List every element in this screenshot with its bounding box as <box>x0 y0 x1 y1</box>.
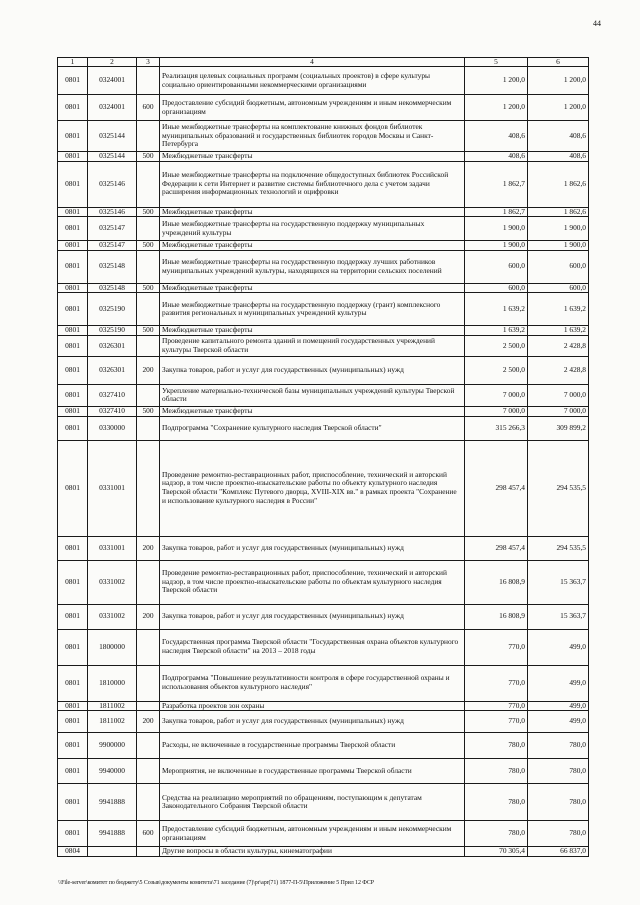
amount-approved-cell: 1 862,7 <box>465 207 528 217</box>
amount-executed-cell: 1 200,0 <box>528 67 589 95</box>
article-code-cell: 0331002 <box>88 560 137 604</box>
article-code-cell: 0325144 <box>88 152 137 162</box>
section-code-cell: 0801 <box>58 95 88 121</box>
amount-executed-cell: 780,0 <box>528 821 589 847</box>
section-code-cell: 0801 <box>58 121 88 152</box>
description-cell: Подпрограмма "Сохранение культурного наследия Тверской области" <box>160 416 465 440</box>
expense-type-cell <box>137 67 160 95</box>
table-row <box>58 161 589 207</box>
description-cell: Мероприятия, не включенные в государственные программы Тверской области <box>160 759 465 784</box>
section-code-cell: 0801 <box>58 283 88 293</box>
amount-executed-cell: 15 363,7 <box>528 604 589 629</box>
amount-executed-cell: 499,0 <box>528 665 589 701</box>
section-code-cell: 0801 <box>58 335 88 356</box>
expense-type-cell: 200 <box>137 356 160 384</box>
description-cell: Проведение капитального ремонта зданий и помещений государственных учреждений культуры Тверской области <box>160 335 465 356</box>
description-cell: Укрепление материально-технической базы муниципальных учреждений культуры Тверской области <box>160 384 465 406</box>
expense-type-cell: 500 <box>137 241 160 251</box>
expense-type-cell: 200 <box>137 711 160 733</box>
description-cell: Предоставление субсидий бюджетным, автономным учреждениям и иным некоммерческим организациям <box>160 95 465 121</box>
description-cell: Расходы, не включенные в государственные программы Тверской области <box>160 733 465 759</box>
description-cell: Закупка товаров, работ и услуг для государственных (муниципальных) нужд <box>160 536 465 560</box>
article-code-cell: 0327410 <box>88 406 137 416</box>
table-row <box>58 95 589 121</box>
article-code-cell: 9941888 <box>88 784 137 821</box>
section-code-cell: 0801 <box>58 536 88 560</box>
expense-type-cell <box>137 701 160 711</box>
amount-approved-cell: 7 000,0 <box>465 384 528 406</box>
amount-approved-cell: 770,0 <box>465 701 528 711</box>
description-cell: Межбюджетные трансферты <box>160 326 465 336</box>
article-code-cell: 0327410 <box>88 384 137 406</box>
article-code-cell: 0325144 <box>88 121 137 152</box>
expense-type-cell <box>137 161 160 207</box>
amount-approved-cell: 315 266,3 <box>465 416 528 440</box>
table-row <box>58 416 589 440</box>
description-cell: Закупка товаров, работ и услуг для государственных (муниципальных) нужд <box>160 356 465 384</box>
description-cell: Межбюджетные трансферты <box>160 241 465 251</box>
section-code-cell: 0801 <box>58 152 88 162</box>
amount-executed-cell: 499,0 <box>528 711 589 733</box>
amount-executed-cell: 7 000,0 <box>528 406 589 416</box>
amount-executed-cell: 780,0 <box>528 784 589 821</box>
expense-type-cell <box>137 847 160 857</box>
column-header: 6 <box>528 58 589 67</box>
amount-executed-cell: 600,0 <box>528 250 589 283</box>
description-cell: Межбюджетные трансферты <box>160 406 465 416</box>
table-row <box>58 733 589 759</box>
table-row <box>58 711 589 733</box>
table-row <box>58 560 589 604</box>
budget-table-body <box>58 67 589 857</box>
table-row <box>58 293 589 326</box>
section-code-cell: 0801 <box>58 217 88 241</box>
amount-executed-cell: 780,0 <box>528 759 589 784</box>
description-cell: Средства на реализацию мероприятий по обращениям, поступающим к депутатам Законодательного Собрания Тверской области <box>160 784 465 821</box>
expense-type-cell <box>137 665 160 701</box>
amount-approved-cell: 1 900,0 <box>465 217 528 241</box>
description-cell: Иные межбюджетные трансферты на государственную поддержку лучших работников муниципальных учреждений культуры, находящихся на территории сельских поселений <box>160 250 465 283</box>
article-code-cell: 0324001 <box>88 95 137 121</box>
table-row <box>58 241 589 251</box>
article-code-cell: 0326301 <box>88 356 137 384</box>
amount-approved-cell: 2 500,0 <box>465 335 528 356</box>
table-row <box>58 821 589 847</box>
article-code-cell: 0325148 <box>88 283 137 293</box>
amount-approved-cell: 780,0 <box>465 821 528 847</box>
column-header: 2 <box>88 58 137 67</box>
column-header: 3 <box>137 58 160 67</box>
column-header: 1 <box>58 58 88 67</box>
table-row <box>58 665 589 701</box>
amount-approved-cell: 408,6 <box>465 121 528 152</box>
amount-executed-cell: 1 900,0 <box>528 217 589 241</box>
article-code-cell: 9940000 <box>88 759 137 784</box>
article-code-cell: 0331002 <box>88 604 137 629</box>
amount-executed-cell: 7 000,0 <box>528 384 589 406</box>
description-cell: Проведение ремонтно-реставрационных работ, приспособление, технический и авторский надзор, в том числе проектно-изыскательские работы по объектам культурного наследия Тверской области <box>160 560 465 604</box>
expense-type-cell <box>137 416 160 440</box>
article-code-cell: 0324001 <box>88 67 137 95</box>
expense-type-cell: 500 <box>137 283 160 293</box>
section-code-cell: 0801 <box>58 161 88 207</box>
budget-table <box>57 57 589 857</box>
column-header: 5 <box>465 58 528 67</box>
amount-approved-cell: 600,0 <box>465 250 528 283</box>
description-cell: Другие вопросы в области культуры, кинематографии <box>160 847 465 857</box>
article-code-cell: 0325190 <box>88 293 137 326</box>
description-cell: Разработка проектов зон охраны <box>160 701 465 711</box>
table-row <box>58 207 589 217</box>
article-code-cell: 0325148 <box>88 250 137 283</box>
description-cell: Закупка товаров, работ и услуг для государственных (муниципальных) нужд <box>160 711 465 733</box>
amount-executed-cell: 294 535,5 <box>528 440 589 536</box>
amount-executed-cell: 408,6 <box>528 121 589 152</box>
amount-approved-cell: 7 000,0 <box>465 406 528 416</box>
article-code-cell: 0325146 <box>88 161 137 207</box>
table-row <box>58 784 589 821</box>
article-code-cell: 0325147 <box>88 241 137 251</box>
amount-executed-cell: 408,6 <box>528 152 589 162</box>
amount-executed-cell: 309 899,2 <box>528 416 589 440</box>
expense-type-cell: 500 <box>137 152 160 162</box>
amount-executed-cell: 499,0 <box>528 701 589 711</box>
article-code-cell: 0325146 <box>88 207 137 217</box>
table-row <box>58 440 589 536</box>
amount-executed-cell: 294 535,5 <box>528 536 589 560</box>
table-row <box>58 536 589 560</box>
section-code-cell: 0801 <box>58 711 88 733</box>
article-code-cell: 0331001 <box>88 536 137 560</box>
table-row <box>58 250 589 283</box>
amount-executed-cell: 1 862,6 <box>528 207 589 217</box>
description-cell: Проведение ремонтно-реставрационных работ, приспособление, технический и авторский надзор, в том числе проектно-изыскательские работы по объекту культурного наследия Тверской области "Комплекс Путевого дворца, XVIII-XIX вв." в рамках проекта "Сохранение и использование культурного наследия в России" <box>160 440 465 536</box>
amount-approved-cell: 780,0 <box>465 759 528 784</box>
table-row <box>58 326 589 336</box>
expense-type-cell <box>137 440 160 536</box>
table-row <box>58 847 589 857</box>
expense-type-cell <box>137 759 160 784</box>
description-cell: Межбюджетные трансферты <box>160 283 465 293</box>
section-code-cell: 0801 <box>58 701 88 711</box>
expense-type-cell <box>137 121 160 152</box>
table-row <box>58 67 589 95</box>
section-code-cell: 0801 <box>58 440 88 536</box>
amount-approved-cell: 408,6 <box>465 152 528 162</box>
table-row <box>58 152 589 162</box>
description-cell: Межбюджетные трансферты <box>160 152 465 162</box>
page-number: 44 <box>593 19 601 28</box>
section-code-cell: 0801 <box>58 384 88 406</box>
amount-approved-cell: 70 305,4 <box>465 847 528 857</box>
amount-executed-cell: 15 363,7 <box>528 560 589 604</box>
expense-type-cell: 500 <box>137 406 160 416</box>
amount-approved-cell: 1 639,2 <box>465 326 528 336</box>
section-code-cell: 0801 <box>58 665 88 701</box>
description-cell: Подпрограмма "Повышение результативности контроля в сфере государственной охраны и использования объектов культурного наследия" <box>160 665 465 701</box>
section-code-cell: 0801 <box>58 629 88 665</box>
amount-approved-cell: 780,0 <box>465 733 528 759</box>
article-code-cell: 9900000 <box>88 733 137 759</box>
article-code-cell: 0325190 <box>88 326 137 336</box>
amount-executed-cell: 499,0 <box>528 629 589 665</box>
article-code-cell: 1810000 <box>88 665 137 701</box>
section-code-cell: 0801 <box>58 250 88 283</box>
table-row <box>58 406 589 416</box>
amount-approved-cell: 770,0 <box>465 665 528 701</box>
expense-type-cell <box>137 784 160 821</box>
description-cell: Иные межбюджетные трансферты на государственную поддержку (грант) комплексного развития региональных и муниципальных учреждений культуры <box>160 293 465 326</box>
description-cell: Иные межбюджетные трансферты на комплектование книжных фондов библиотек муниципальных образований и государственных библиотек городов Москвы и Санкт-Петербурга <box>160 121 465 152</box>
amount-executed-cell: 1 900,0 <box>528 241 589 251</box>
expense-type-cell: 600 <box>137 95 160 121</box>
amount-executed-cell: 780,0 <box>528 733 589 759</box>
article-code-cell <box>88 847 137 857</box>
section-code-cell: 0801 <box>58 733 88 759</box>
section-code-cell: 0804 <box>58 847 88 857</box>
expense-type-cell <box>137 293 160 326</box>
section-code-cell: 0801 <box>58 560 88 604</box>
table-row <box>58 356 589 384</box>
amount-executed-cell: 600,0 <box>528 283 589 293</box>
table-row <box>58 384 589 406</box>
section-code-cell: 0801 <box>58 293 88 326</box>
table-row <box>58 604 589 629</box>
amount-executed-cell: 2 428,8 <box>528 356 589 384</box>
expense-type-cell <box>137 217 160 241</box>
column-number-row <box>58 58 589 67</box>
expense-type-cell: 500 <box>137 326 160 336</box>
amount-approved-cell: 780,0 <box>465 784 528 821</box>
section-code-cell: 0801 <box>58 821 88 847</box>
section-code-cell: 0801 <box>58 406 88 416</box>
amount-executed-cell: 66 837,0 <box>528 847 589 857</box>
expense-type-cell: 200 <box>137 536 160 560</box>
amount-approved-cell: 298 457,4 <box>465 536 528 560</box>
article-code-cell: 0331001 <box>88 440 137 536</box>
article-code-cell: 0325147 <box>88 217 137 241</box>
description-cell: Предоставление субсидий бюджетным, автономным учреждениям и иным некоммерческим организациям <box>160 821 465 847</box>
amount-executed-cell: 1 200,0 <box>528 95 589 121</box>
amount-approved-cell: 2 500,0 <box>465 356 528 384</box>
section-code-cell: 0801 <box>58 207 88 217</box>
section-code-cell: 0801 <box>58 67 88 95</box>
amount-approved-cell: 1 862,7 <box>465 161 528 207</box>
column-header: 4 <box>160 58 465 67</box>
amount-approved-cell: 1 900,0 <box>465 241 528 251</box>
amount-executed-cell: 1 639,2 <box>528 293 589 326</box>
expense-type-cell <box>137 733 160 759</box>
description-cell: Иные межбюджетные трансферты на подключение общедоступных библиотек Российской Федерации к сети Интернет и развитие системы библиотечного дела с учетом задачи расширения информационных технологий и оцифровки <box>160 161 465 207</box>
description-cell: Закупка товаров, работ и услуг для государственных (муниципальных) нужд <box>160 604 465 629</box>
amount-approved-cell: 298 457,4 <box>465 440 528 536</box>
section-code-cell: 0801 <box>58 604 88 629</box>
table-row <box>58 629 589 665</box>
article-code-cell: 1811002 <box>88 711 137 733</box>
amount-approved-cell: 1 200,0 <box>465 95 528 121</box>
amount-approved-cell: 16 808,9 <box>465 560 528 604</box>
article-code-cell: 9941888 <box>88 821 137 847</box>
amount-approved-cell: 600,0 <box>465 283 528 293</box>
section-code-cell: 0801 <box>58 784 88 821</box>
amount-approved-cell: 1 639,2 <box>465 293 528 326</box>
expense-type-cell <box>137 560 160 604</box>
amount-executed-cell: 1 639,2 <box>528 326 589 336</box>
amount-approved-cell: 770,0 <box>465 711 528 733</box>
description-cell: Иные межбюджетные трансферты на государственную поддержку муниципальных учреждений культуры <box>160 217 465 241</box>
table-row <box>58 121 589 152</box>
article-code-cell: 0330000 <box>88 416 137 440</box>
footer-file-path: \\File-server\комитет по бюджету\5 Созыв\документы комитета\71 заседание (7)\pr\apr(71) 1877-П-5\Приложение 5 Прил 12 ФСР <box>58 880 375 886</box>
description-cell: Межбюджетные трансферты <box>160 207 465 217</box>
description-cell: Реализация целевых социальных программ (социальных проектов) в сфере культуры социально ориентированными некоммерческими организациями <box>160 67 465 95</box>
section-code-cell: 0801 <box>58 759 88 784</box>
amount-approved-cell: 16 808,9 <box>465 604 528 629</box>
section-code-cell: 0801 <box>58 416 88 440</box>
amount-approved-cell: 1 200,0 <box>465 67 528 95</box>
amount-executed-cell: 1 862,6 <box>528 161 589 207</box>
table-row <box>58 283 589 293</box>
expense-type-cell <box>137 250 160 283</box>
table-row <box>58 335 589 356</box>
article-code-cell: 1811002 <box>88 701 137 711</box>
expense-type-cell: 600 <box>137 821 160 847</box>
description-cell: Государственная программа Тверской области "Государственная охрана объектов культурного наследия Тверской области" на 2013 – 2018 годы <box>160 629 465 665</box>
table-row <box>58 759 589 784</box>
expense-type-cell <box>137 629 160 665</box>
article-code-cell: 0326301 <box>88 335 137 356</box>
section-code-cell: 0801 <box>58 326 88 336</box>
expense-type-cell: 200 <box>137 604 160 629</box>
expense-type-cell: 500 <box>137 207 160 217</box>
amount-executed-cell: 2 428,8 <box>528 335 589 356</box>
amount-approved-cell: 770,0 <box>465 629 528 665</box>
section-code-cell: 0801 <box>58 356 88 384</box>
section-code-cell: 0801 <box>58 241 88 251</box>
expense-type-cell <box>137 384 160 406</box>
article-code-cell: 1800000 <box>88 629 137 665</box>
expense-type-cell <box>137 335 160 356</box>
table-row <box>58 217 589 241</box>
table-row <box>58 701 589 711</box>
